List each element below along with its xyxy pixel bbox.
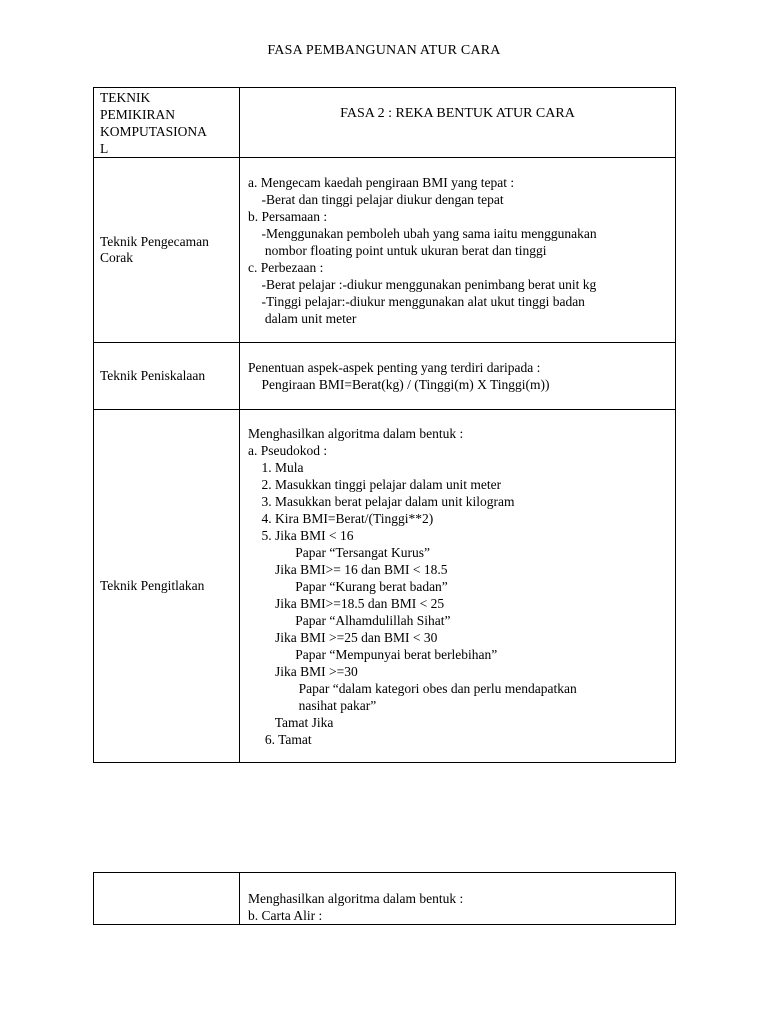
description-line: c. Perbezaan : bbox=[248, 259, 324, 275]
description-line: b. Carta Alir : bbox=[248, 908, 323, 923]
description-line: Menghasilkan algoritma dalam bentuk : bbox=[248, 891, 464, 906]
description-line: nombor floating point untuk ukuran berat dan tinggi bbox=[248, 242, 547, 258]
description-line: Jika BMI >=30 bbox=[248, 663, 358, 679]
description-line: nasihat pakar” bbox=[248, 697, 377, 713]
description-line: 1. Mula bbox=[248, 459, 304, 475]
header-technique-cell bbox=[94, 88, 240, 158]
technique-cell: Teknik Peniskalaan bbox=[94, 343, 240, 410]
description-line: 3. Masukkan berat pelajar dalam unit kilogram bbox=[248, 493, 515, 509]
description-line: Jika BMI >=25 dan BMI < 30 bbox=[248, 629, 438, 645]
header-phase-cell: FASA 2 : REKA BENTUK ATUR CARA bbox=[240, 88, 676, 158]
header-left-line: PEMIKIRAN bbox=[100, 107, 176, 122]
description-line: 6. Tamat bbox=[248, 731, 312, 747]
description-cell bbox=[240, 158, 676, 343]
description-line: 4. Kira BMI=Berat/(Tinggi**2) bbox=[248, 510, 434, 526]
design-phase-table bbox=[93, 87, 676, 763]
technique-cell bbox=[94, 873, 240, 925]
description-line: Pengiraan BMI=Berat(kg) / (Tinggi(m) X Tinggi(m)) bbox=[248, 377, 550, 392]
description-line: Jika BMI>=18.5 dan BMI < 25 bbox=[248, 595, 445, 611]
description-line: Papar “dalam kategori obes dan perlu mendapatkan bbox=[248, 680, 577, 696]
technique-cell: Teknik Pengecaman Corak bbox=[94, 158, 240, 343]
table-row bbox=[94, 873, 676, 925]
description-line: Penentuan aspek-aspek penting yang terdiri daripada : bbox=[248, 360, 541, 375]
description-line: a. Pseudokod : bbox=[248, 442, 328, 458]
table-header-row bbox=[94, 88, 676, 158]
technique-cell: Teknik Pengitlakan bbox=[94, 410, 240, 763]
description-line: -Berat pelajar :-diukur menggunakan penimbang berat unit kg bbox=[248, 276, 597, 292]
description-cell bbox=[240, 873, 676, 925]
header-left-line: TEKNIK bbox=[100, 90, 151, 105]
description-cell bbox=[240, 410, 676, 763]
description-line: 2. Masukkan tinggi pelajar dalam unit meter bbox=[248, 476, 502, 492]
description-line: 5. Jika BMI < 16 bbox=[248, 527, 354, 543]
description-line: a. Mengecam kaedah pengiraan BMI yang tepat : bbox=[248, 174, 515, 190]
description-line: dalam unit meter bbox=[248, 310, 357, 326]
description-line: Papar “Mempunyai berat berlebihan” bbox=[248, 646, 498, 662]
page-title: FASA PEMBANGUNAN ATUR CARA bbox=[267, 43, 501, 58]
description-line: -Tinggi pelajar:-diukur menggunakan alat ukut tinggi badan bbox=[248, 293, 585, 309]
table-row bbox=[94, 410, 676, 763]
description-cell bbox=[240, 343, 676, 410]
description-line: b. Persamaan : bbox=[248, 208, 328, 224]
description-line: Papar “Tersangat Kurus” bbox=[248, 544, 430, 560]
description-line: Papar “Alhamdulillah Sihat” bbox=[248, 612, 451, 628]
header-left-line: L bbox=[100, 141, 109, 156]
description-line: Menghasilkan algoritma dalam bentuk : bbox=[248, 425, 464, 441]
header-left-line: KOMPUTASIONA bbox=[100, 124, 207, 139]
description-line: Jika BMI>= 16 dan BMI < 18.5 bbox=[248, 561, 448, 577]
description-line: Papar “Kurang berat badan” bbox=[248, 578, 448, 594]
flowchart-table bbox=[93, 872, 676, 925]
table-row bbox=[94, 343, 676, 410]
description-line: -Berat dan tinggi pelajar diukur dengan tepat bbox=[248, 191, 504, 207]
description-line: Tamat Jika bbox=[248, 714, 334, 730]
description-line: -Menggunakan pemboleh ubah yang sama iaitu menggunakan bbox=[248, 225, 597, 241]
table-row bbox=[94, 158, 676, 343]
